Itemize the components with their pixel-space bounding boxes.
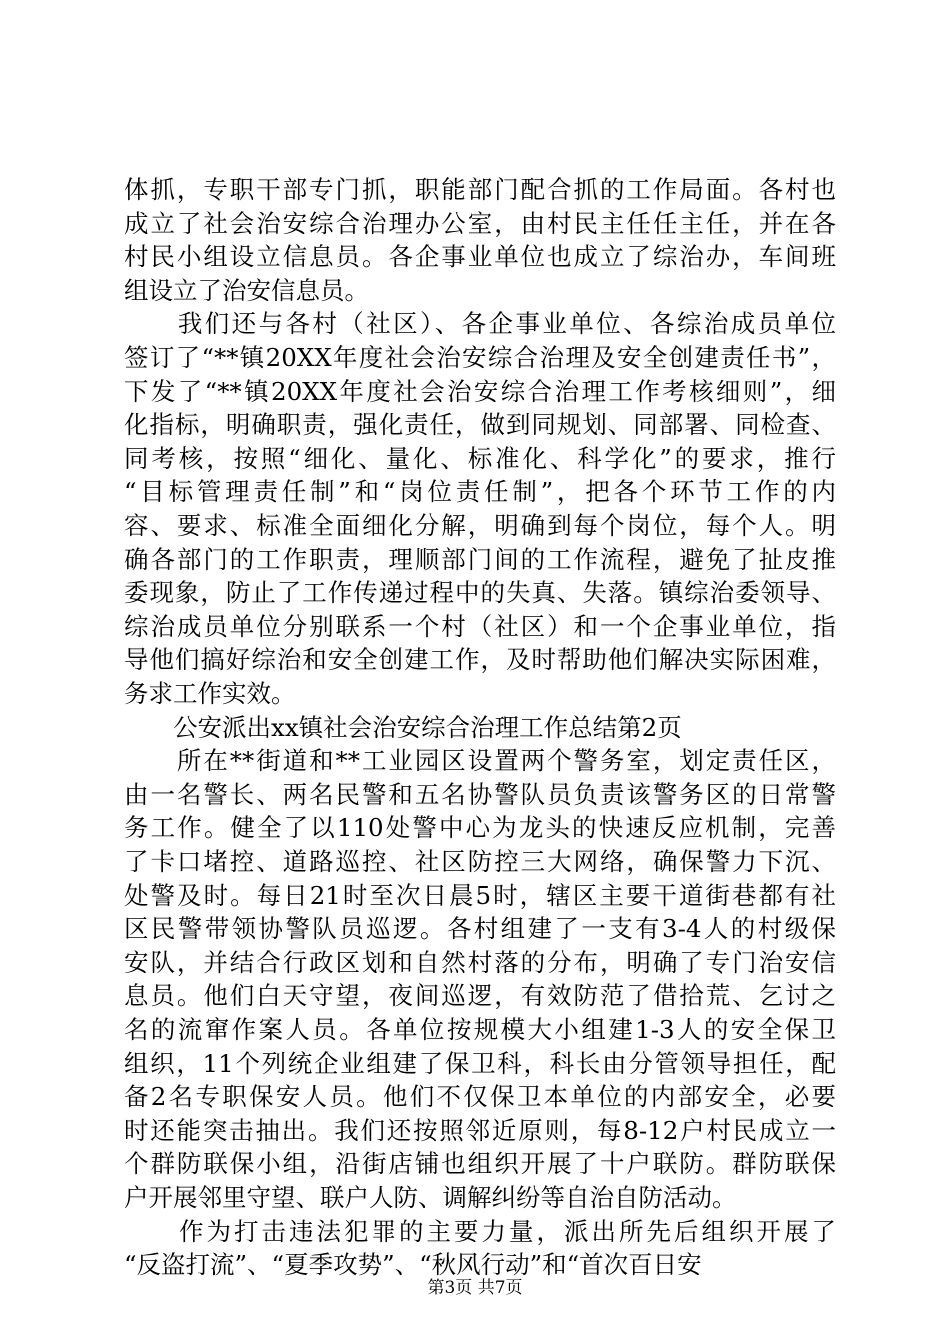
text-line: 组设立了治安信息员。 [124,275,369,305]
text-line: 了卡口堵控、道路巡控、社区防控三大网络，确保警力下沉、 [124,847,836,876]
text-line: 个群防联保小组，沿街店铺也组织开展了十户联防。群防联保 [124,1149,836,1179]
text-line: 导他们搞好综治和安全创建工作，及时帮助他们解决实际困难， [124,645,836,675]
text-line: 户开展邻里守望、联户人防、调解纠纷等自治自防活动。 [124,1183,737,1212]
text-line: “目标管理责任制”和“岗位责任制”，把各个环节工作的内 [124,477,836,507]
text-line: “反盗打流”、“夏季攻势”、“秋风行动”和“首次百日安 [124,1250,702,1280]
text-line: 时还能突击抽出。我们还按照邻近原则，每8-12户村民成立一 [124,1115,836,1145]
text-line: 备2名专职保安人员。他们不仅保卫本单位的内部安全，必要 [124,1082,836,1112]
text-line: 务工作。健全了以110处警中心为龙头的快速反应机制，完善 [124,813,836,843]
page-footer: 第3页 共7页 [427,1278,523,1298]
text-line: 村民小组设立信息员。各企事业单位也成立了综治办，车间班 [124,242,836,272]
text-line: 委现象，防止了工作传递过程中的失真、失落。镇综治委领导、 [124,578,836,608]
text-line: 签订了“**镇20XX年度社会治安综合治理及安全创建责任书”， [124,343,836,372]
text-line: 我们还与各村（社区）、各企事业单位、各综治成员单位 [124,309,836,339]
text-line: 综治成员单位分别联系一个村（社区）和一个企事业单位，指 [124,611,836,641]
text-line: 处警及时。每日21时至次日晨5时，辖区主要干道街巷都有社 [124,880,836,910]
text-line: 息员。他们白天守望，夜间巡逻，有效防范了借拾荒、乞讨之 [124,981,836,1011]
text-line: 由一名警长、两名民警和五名协警队员负责该警务区的日常警 [124,779,836,809]
text-line: 务求工作实效。 [124,679,296,708]
text-line: 成立了社会治安综合治理办公室，由村民主任任主任，并在各 [124,208,836,238]
text-line: 体抓，专职干部专门抓，职能部门配合抓的工作局面。各村也 [124,175,836,204]
text-line: 同考核，按照“细化、量化、标准化、科学化”的要求，推行 [124,443,836,473]
text-line: 组织，11个列统企业组建了保卫科，科长由分管领导担任，配 [124,1048,836,1078]
text-line: 名的流窜作案人员。各单位按规模大小组建1-3人的安全保卫 [124,1015,836,1044]
text-line: 安队，并结合行政区划和自然村落的分布，明确了专门治安信 [124,947,836,977]
text-line: 作为打击违法犯罪的主要力量，派出所先后组织开展了 [124,1216,836,1246]
text-line: 公安派出xx镇社会治安综合治理工作总结第2页 [124,712,682,742]
text-line: 区民警带领协警队员巡逻。各村组建了一支有3-4人的村级保 [124,914,836,944]
text-line: 确各部门的工作职责，理顺部门间的工作流程，避免了扯皮推 [124,544,836,574]
text-line: 下发了“**镇20XX年度社会治安综合治理工作考核细则”，细 [124,376,836,406]
text-line: 化指标，明确职责，强化责任，做到同规划、同部署、同检查、 [124,410,836,440]
text-line: 容、要求、标准全面细化分解，明确到每个岗位，每个人。明 [124,511,836,540]
text-line: 所在**街道和**工业园区设置两个警务室，划定责任区， [124,746,836,776]
